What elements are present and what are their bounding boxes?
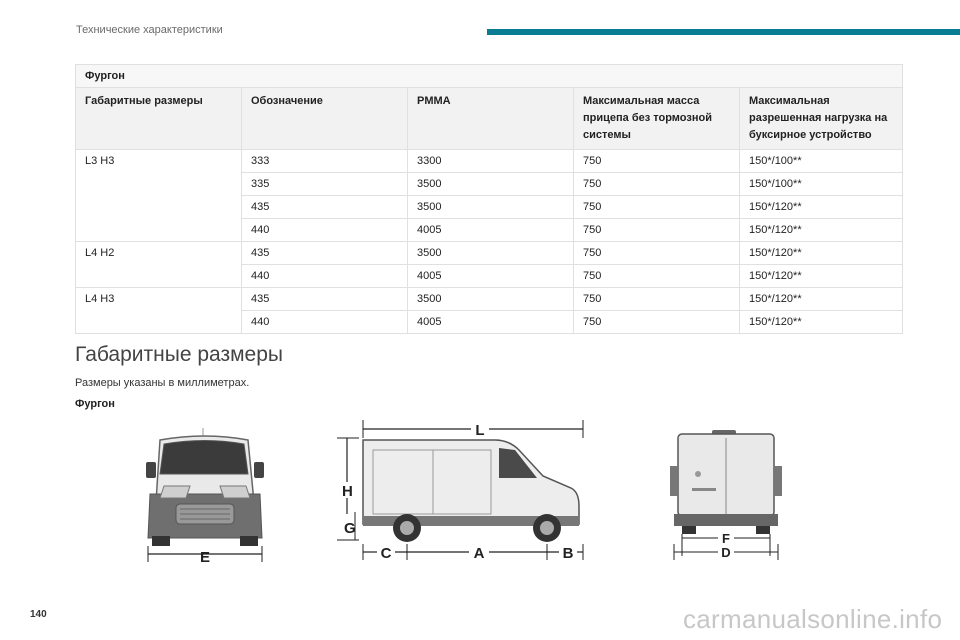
table-row <box>76 150 903 173</box>
column-header: Максимальная масса прицепа без тормозной системы <box>574 88 740 150</box>
table-cell: 333 <box>242 150 408 173</box>
dimension-label-c: C <box>380 545 392 562</box>
model-cell: L4 H2 <box>76 242 242 265</box>
table-cell: 3300 <box>408 150 574 173</box>
van-label: Фургон <box>75 398 115 410</box>
table-cell: 3500 <box>408 196 574 219</box>
dimension-label-d: D <box>721 545 731 560</box>
column-header: Обозначение <box>242 88 408 150</box>
table-cell: 750 <box>574 311 740 334</box>
model-cell <box>76 173 242 196</box>
table-row <box>76 265 903 288</box>
table-cell: 150*/100** <box>740 150 903 173</box>
table-cell: 750 <box>574 150 740 173</box>
table-cell: 3500 <box>408 288 574 311</box>
model-cell <box>76 311 242 334</box>
table-cell: 440 <box>242 219 408 242</box>
section-title: Габаритные размеры <box>75 343 283 366</box>
header-accent-bar <box>487 29 960 35</box>
table-row <box>76 219 903 242</box>
table-cell: 750 <box>574 173 740 196</box>
table-row <box>76 196 903 219</box>
table-row <box>76 242 903 265</box>
model-cell: L3 H3 <box>76 150 242 173</box>
table-cell: 150*/120** <box>740 242 903 265</box>
table-cell: 150*/120** <box>740 219 903 242</box>
dimension-label-g: G <box>344 520 356 537</box>
table-cell: 4005 <box>408 219 574 242</box>
dimension-label-l: L <box>475 422 485 439</box>
table-cell: 150*/120** <box>740 196 903 219</box>
model-cell: L4 H3 <box>76 288 242 311</box>
table-cell: 435 <box>242 288 408 311</box>
watermark[interactable]: carmanualsonline.info <box>683 604 943 634</box>
table-cell: 750 <box>574 219 740 242</box>
table-cell: 335 <box>242 173 408 196</box>
table-row <box>76 288 903 311</box>
dimension-label-f: F <box>722 531 730 546</box>
van-front-view-figure <box>140 428 270 563</box>
spec-table <box>75 64 903 334</box>
column-header: PMMA <box>408 88 574 150</box>
table-cell: 150*/120** <box>740 311 903 334</box>
column-header: Максимальная разрешенная нагрузка на буксирное устройство <box>740 88 903 150</box>
table-cell: 150*/120** <box>740 288 903 311</box>
dimension-label-a: A <box>473 545 485 562</box>
table-cell: 750 <box>574 242 740 265</box>
table-cell: 3500 <box>408 173 574 196</box>
header-title: Технические характеристики <box>76 24 223 36</box>
van-rear-view-figure <box>668 426 788 561</box>
table-cell: 150*/100** <box>740 173 903 196</box>
dimension-label-b: B <box>562 545 574 562</box>
table-cell: 440 <box>242 265 408 288</box>
section-note: Размеры указаны в миллиметрах. <box>75 377 250 389</box>
table-cell: 750 <box>574 196 740 219</box>
table-cell: 3500 <box>408 242 574 265</box>
model-cell <box>76 265 242 288</box>
column-header: Габаритные размеры <box>76 88 242 150</box>
model-cell <box>76 219 242 242</box>
table-cell: 440 <box>242 311 408 334</box>
table-cell: 435 <box>242 242 408 265</box>
table-cell: 4005 <box>408 265 574 288</box>
table-cell: 750 <box>574 288 740 311</box>
table-title: Фургон <box>76 65 903 88</box>
van-side-view-figure <box>333 416 598 566</box>
model-cell <box>76 196 242 219</box>
table-cell: 750 <box>574 265 740 288</box>
page-number: 140 <box>30 609 47 620</box>
table-row <box>76 311 903 334</box>
table-cell: 150*/120** <box>740 265 903 288</box>
dimension-label-e: E <box>199 549 211 563</box>
dimension-label-h: H <box>342 483 353 500</box>
table-cell: 4005 <box>408 311 574 334</box>
table-row <box>76 173 903 196</box>
table-cell: 435 <box>242 196 408 219</box>
